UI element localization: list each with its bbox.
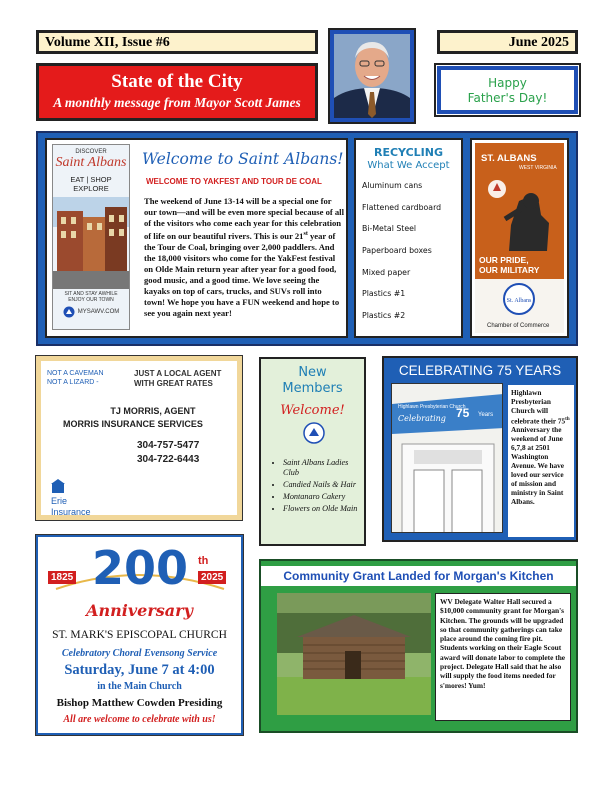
military-slogan: [479, 255, 539, 275]
member-item: • Candied Nails & Hair: [283, 480, 364, 490]
year-start: 1825: [48, 571, 76, 584]
members-list: [283, 458, 364, 514]
year-end: 2025: [198, 571, 226, 584]
volume-issue: Volume XII, Issue #6: [36, 30, 318, 54]
anniversary-200-graphic: [38, 543, 241, 603]
celebrating-body-part1: Highlawn Presbyterian Church will celebrate their 75: [511, 388, 566, 426]
ad-agent-block: [63, 405, 203, 431]
members-welcome: Welcome!: [280, 403, 345, 418]
mayor-photo: [330, 30, 414, 122]
brochure-city: Saint Albans: [55, 155, 127, 170]
military-state: WEST VIRGINIA: [519, 165, 557, 171]
state-of-city-banner: [36, 63, 318, 121]
military-slogan-1: OUR PRIDE,: [479, 255, 529, 265]
brochure-url: MYSAWV.COM: [77, 309, 120, 315]
discover-brochure: [52, 144, 130, 330]
military-city: ST. ALBANS: [481, 153, 537, 164]
recycling-item: Bi-Metal Steel: [362, 224, 417, 234]
church-photo: [391, 383, 503, 533]
welcome-body: [144, 196, 344, 319]
morgans-kitchen-photo: [277, 593, 431, 715]
welcome-body-ordinal: st: [303, 231, 308, 237]
military-slogan-2: OUR MILITARY: [479, 265, 540, 275]
welcome-title: Welcome to Saint Albans!: [142, 150, 344, 168]
service-location: in the Main Church: [97, 681, 182, 692]
ad-caveman: [47, 369, 104, 387]
recycling-item: Aluminum cans: [362, 181, 423, 190]
recycling-subtitle: What We Accept: [367, 160, 450, 171]
banner-title: State of the City: [111, 71, 243, 92]
ad-local-1: JUST A LOCAL AGENT: [134, 369, 222, 378]
celebrating-body: [508, 385, 574, 537]
street-scene-image: [53, 197, 130, 289]
celebrating-ordinal: th: [565, 417, 570, 422]
brochure-tagline-1: EAT | SHOP: [70, 175, 112, 184]
banner-years: Years: [478, 412, 494, 418]
military-poster: [470, 138, 569, 338]
ad-phone-1: 304-757-5477: [137, 440, 200, 451]
members-title-2: Members: [282, 381, 343, 396]
member-item: • Saint Albans Ladies Club: [283, 458, 364, 478]
svg-text:St. Albans: St. Albans: [506, 298, 532, 304]
erie-logo: [51, 479, 91, 518]
recycling-item: Mixed paper: [362, 267, 411, 277]
new-members-box: [259, 357, 366, 546]
brochure-tagline-2: EXPLORE: [73, 184, 109, 193]
ad-company: MORRIS INSURANCE SERVICES: [63, 419, 203, 429]
welcome-body-part2: year of the Tour de Coal, bringing over 2,000 paddlers. And the 18,000 visitors who come for the YakFest festival on Olde Main return year after year for a good food, good music, and a good time. We love seeing the kayaks on top of cars, trucks, and SUVs roll into town! We hope you have a FUN weekend and hope to see you again next year!: [144, 230, 340, 318]
grant-body: WV Delegate Walter Hall secured a $10,000 community grant for Morgan's Kitchen. The grounds will be upgraded so that community gatherings can take place around the coming fire pit. Students working on their Eagle Scout award will donate labor to complete the project. Delegate Hall said that he also will supply the food items needed for s'mores! Yum!: [435, 593, 571, 721]
recycling-list: [362, 181, 455, 333]
celebrating-title: CELEBRATING 75 YEARS: [398, 363, 562, 378]
ad-phones: [137, 439, 199, 467]
banner-church-name: Highlawn Presbyterian Church: [398, 404, 466, 410]
recycling-item: Plastics #1: [362, 289, 406, 299]
ad-caveman-1: NOT A CAVEMAN: [47, 370, 104, 377]
ad-caveman-2: NOT A LIZARD -: [47, 379, 99, 386]
welcome-body-part1: The weekend of June 13-14 will be a special one for our town—and will be even more special because of all of the visitors who come each year for this celebration of life on our beautiful rivers. This is our 21: [144, 196, 344, 241]
city-seal-icon: [63, 306, 75, 318]
st-marks-box: [36, 535, 243, 735]
welcome-subtitle: WELCOME TO YAKFEST AND TOUR DE COAL: [146, 177, 322, 186]
service-date: Saturday, June 7 at 4:00: [64, 662, 215, 678]
soldier-silhouette: [475, 143, 564, 333]
grant-title: Community Grant Landed for Morgan's Kitchen: [261, 566, 576, 586]
recycling-item: Flattened cardboard: [362, 202, 442, 212]
ad-local-2: WITH GREAT RATES: [134, 379, 213, 388]
members-title-1: New: [298, 365, 327, 380]
chamber-seal-icon: [261, 422, 368, 444]
erie-logo-text-2: Insurance: [51, 507, 91, 517]
brochure-sit-2: ENJOY OUR TOWN: [68, 297, 114, 303]
anniversary-word: Anniversary: [86, 601, 193, 620]
brochure-sit-1: SIT AND STAY AWHILE: [64, 291, 118, 297]
issue-date: June 2025: [437, 30, 578, 54]
ad-agent-name: TJ MORRIS, AGENT: [110, 406, 196, 416]
brochure-discover: DISCOVER: [75, 149, 107, 155]
banner-celebrating: Celebrating: [398, 414, 446, 423]
recycling-title: RECYCLING: [373, 146, 444, 159]
banner-75: 75: [456, 406, 470, 420]
number-200: 200: [91, 541, 189, 595]
ad-phone-2: 304-722-6443: [137, 454, 200, 465]
insurance-ad: [36, 356, 242, 520]
banner-subtitle: A monthly message from Mayor Scott James: [53, 95, 301, 110]
member-item: • Montanaro Cakery: [283, 492, 364, 502]
celebrating-body-part2: Anniversary the weekend of June 6,7,8 at 2501 Washington Avenue. We have loved our service of mission and ministry in Saint Albans.: [511, 425, 565, 507]
fathers-day-line2: Father's Day!: [467, 91, 548, 105]
evensong-service: Celebratory Choral Evensong Service: [61, 648, 218, 659]
fathers-day-box: [437, 66, 578, 114]
number-ordinal: th: [198, 555, 209, 567]
recycling-box: [354, 138, 463, 338]
erie-logo-text-1: Erie: [51, 496, 68, 506]
member-item: • Flowers on Olde Main: [283, 504, 364, 514]
recycling-item: Paperboard boxes: [362, 246, 432, 256]
fathers-day-line1: Happy: [488, 76, 527, 90]
church-name: ST. MARK'S EPISCOPAL CHURCH: [52, 629, 227, 641]
military-sponsor: Chamber of Commerce: [487, 323, 550, 329]
ad-local: [134, 369, 221, 389]
all-welcome: All are welcome to celebrate with us!: [63, 714, 216, 725]
bishop-presiding: Bishop Matthew Cowden Presiding: [56, 697, 223, 709]
erie-logo-icon: [51, 479, 65, 493]
recycling-item: Plastics #2: [362, 311, 406, 321]
